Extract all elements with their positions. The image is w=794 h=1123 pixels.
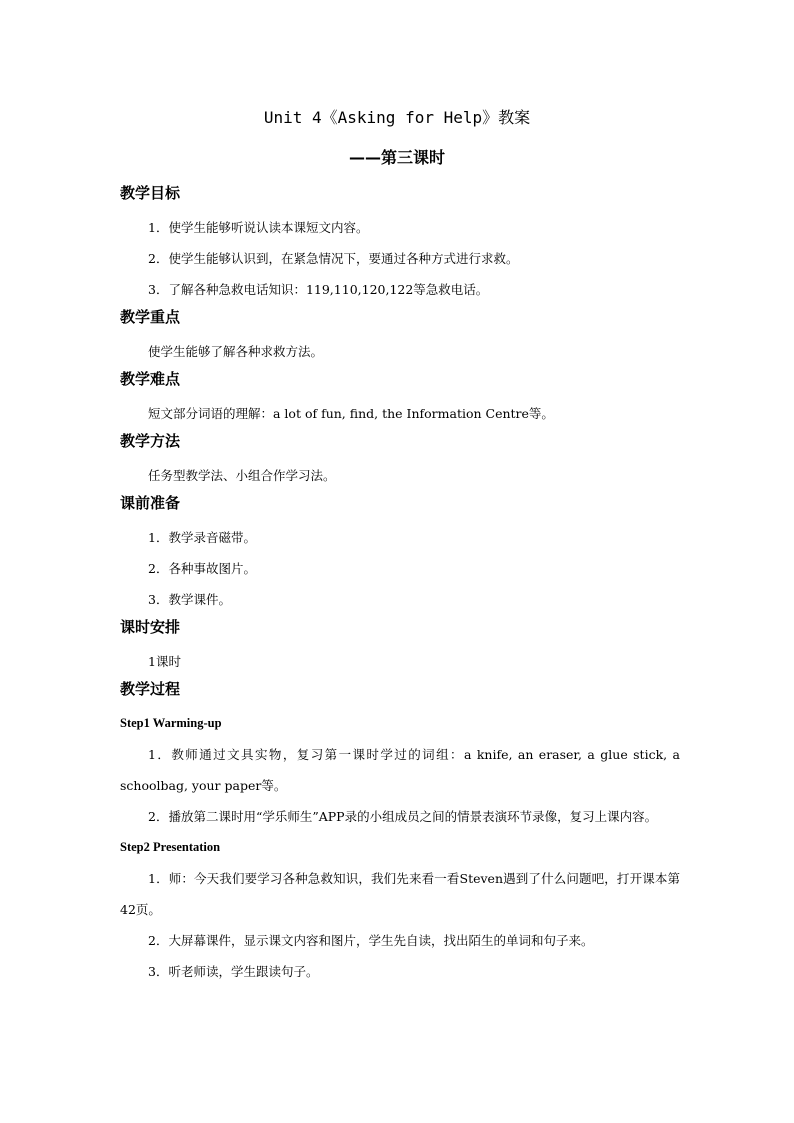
step-heading-warming-up: Step1 Warming-up	[120, 716, 222, 730]
preparation-item: 2．各种事故图片。	[148, 561, 256, 576]
document-title: Unit 4《Asking for Help》教案	[263, 108, 531, 127]
section-heading-process: 教学过程	[120, 680, 181, 698]
step-heading-presentation: Step2 Presentation	[120, 840, 221, 854]
section-heading-schedule: 课时安排	[120, 618, 181, 636]
section-heading-difficulties: 教学难点	[120, 370, 181, 388]
document-body	[120, 181, 680, 987]
objective-item: 3．了解各种急救电话知识：119,110,120,122等急救电话。	[148, 282, 489, 297]
step-paragraph: 1．师：今天我们要学习各种急救知识，我们先来看一看Steven遇到了什么问题吧，打开课本第42页。	[120, 871, 680, 917]
method-item: 任务型教学法、小组合作学习法。	[148, 468, 336, 483]
step-paragraph: 3．听老师读，学生跟读句子。	[148, 964, 319, 979]
step-paragraph: 2．大屏幕课件，显示课文内容和图片，学生先自读，找出陌生的单词和句子来。	[148, 933, 594, 948]
objective-item: 2．使学生能够认识到，在紧急情况下，要通过各种方式进行求救。	[148, 251, 519, 266]
section-heading-key-points: 教学重点	[120, 308, 181, 326]
document-subtitle: ——第三课时	[348, 148, 445, 167]
objective-item: 1．使学生能够听说认读本课短文内容。	[148, 220, 369, 235]
step-paragraph: 2．播放第二课时用“学乐师生”APP录的小组成员之间的情景表演环节录像，复习上课内容。	[148, 809, 658, 824]
preparation-item: 1．教学录音磁带。	[148, 530, 256, 545]
step-paragraph: 1．教师通过文具实物，复习第一课时学过的词组：a knife, an eraser, a glue stick, a schoolbag, your paper等。	[120, 747, 680, 793]
section-heading-objectives: 教学目标	[120, 184, 181, 202]
preparation-item: 3．教学课件。	[148, 592, 231, 607]
section-heading-methods: 教学方法	[120, 432, 181, 450]
key-point-item: 使学生能够了解各种求救方法。	[148, 344, 324, 359]
schedule-item: 1课时	[148, 654, 181, 669]
section-heading-preparation: 课前准备	[120, 494, 181, 512]
difficulty-item: 短文部分词语的理解：a lot of fun, find, the Information Centre等。	[148, 406, 554, 421]
